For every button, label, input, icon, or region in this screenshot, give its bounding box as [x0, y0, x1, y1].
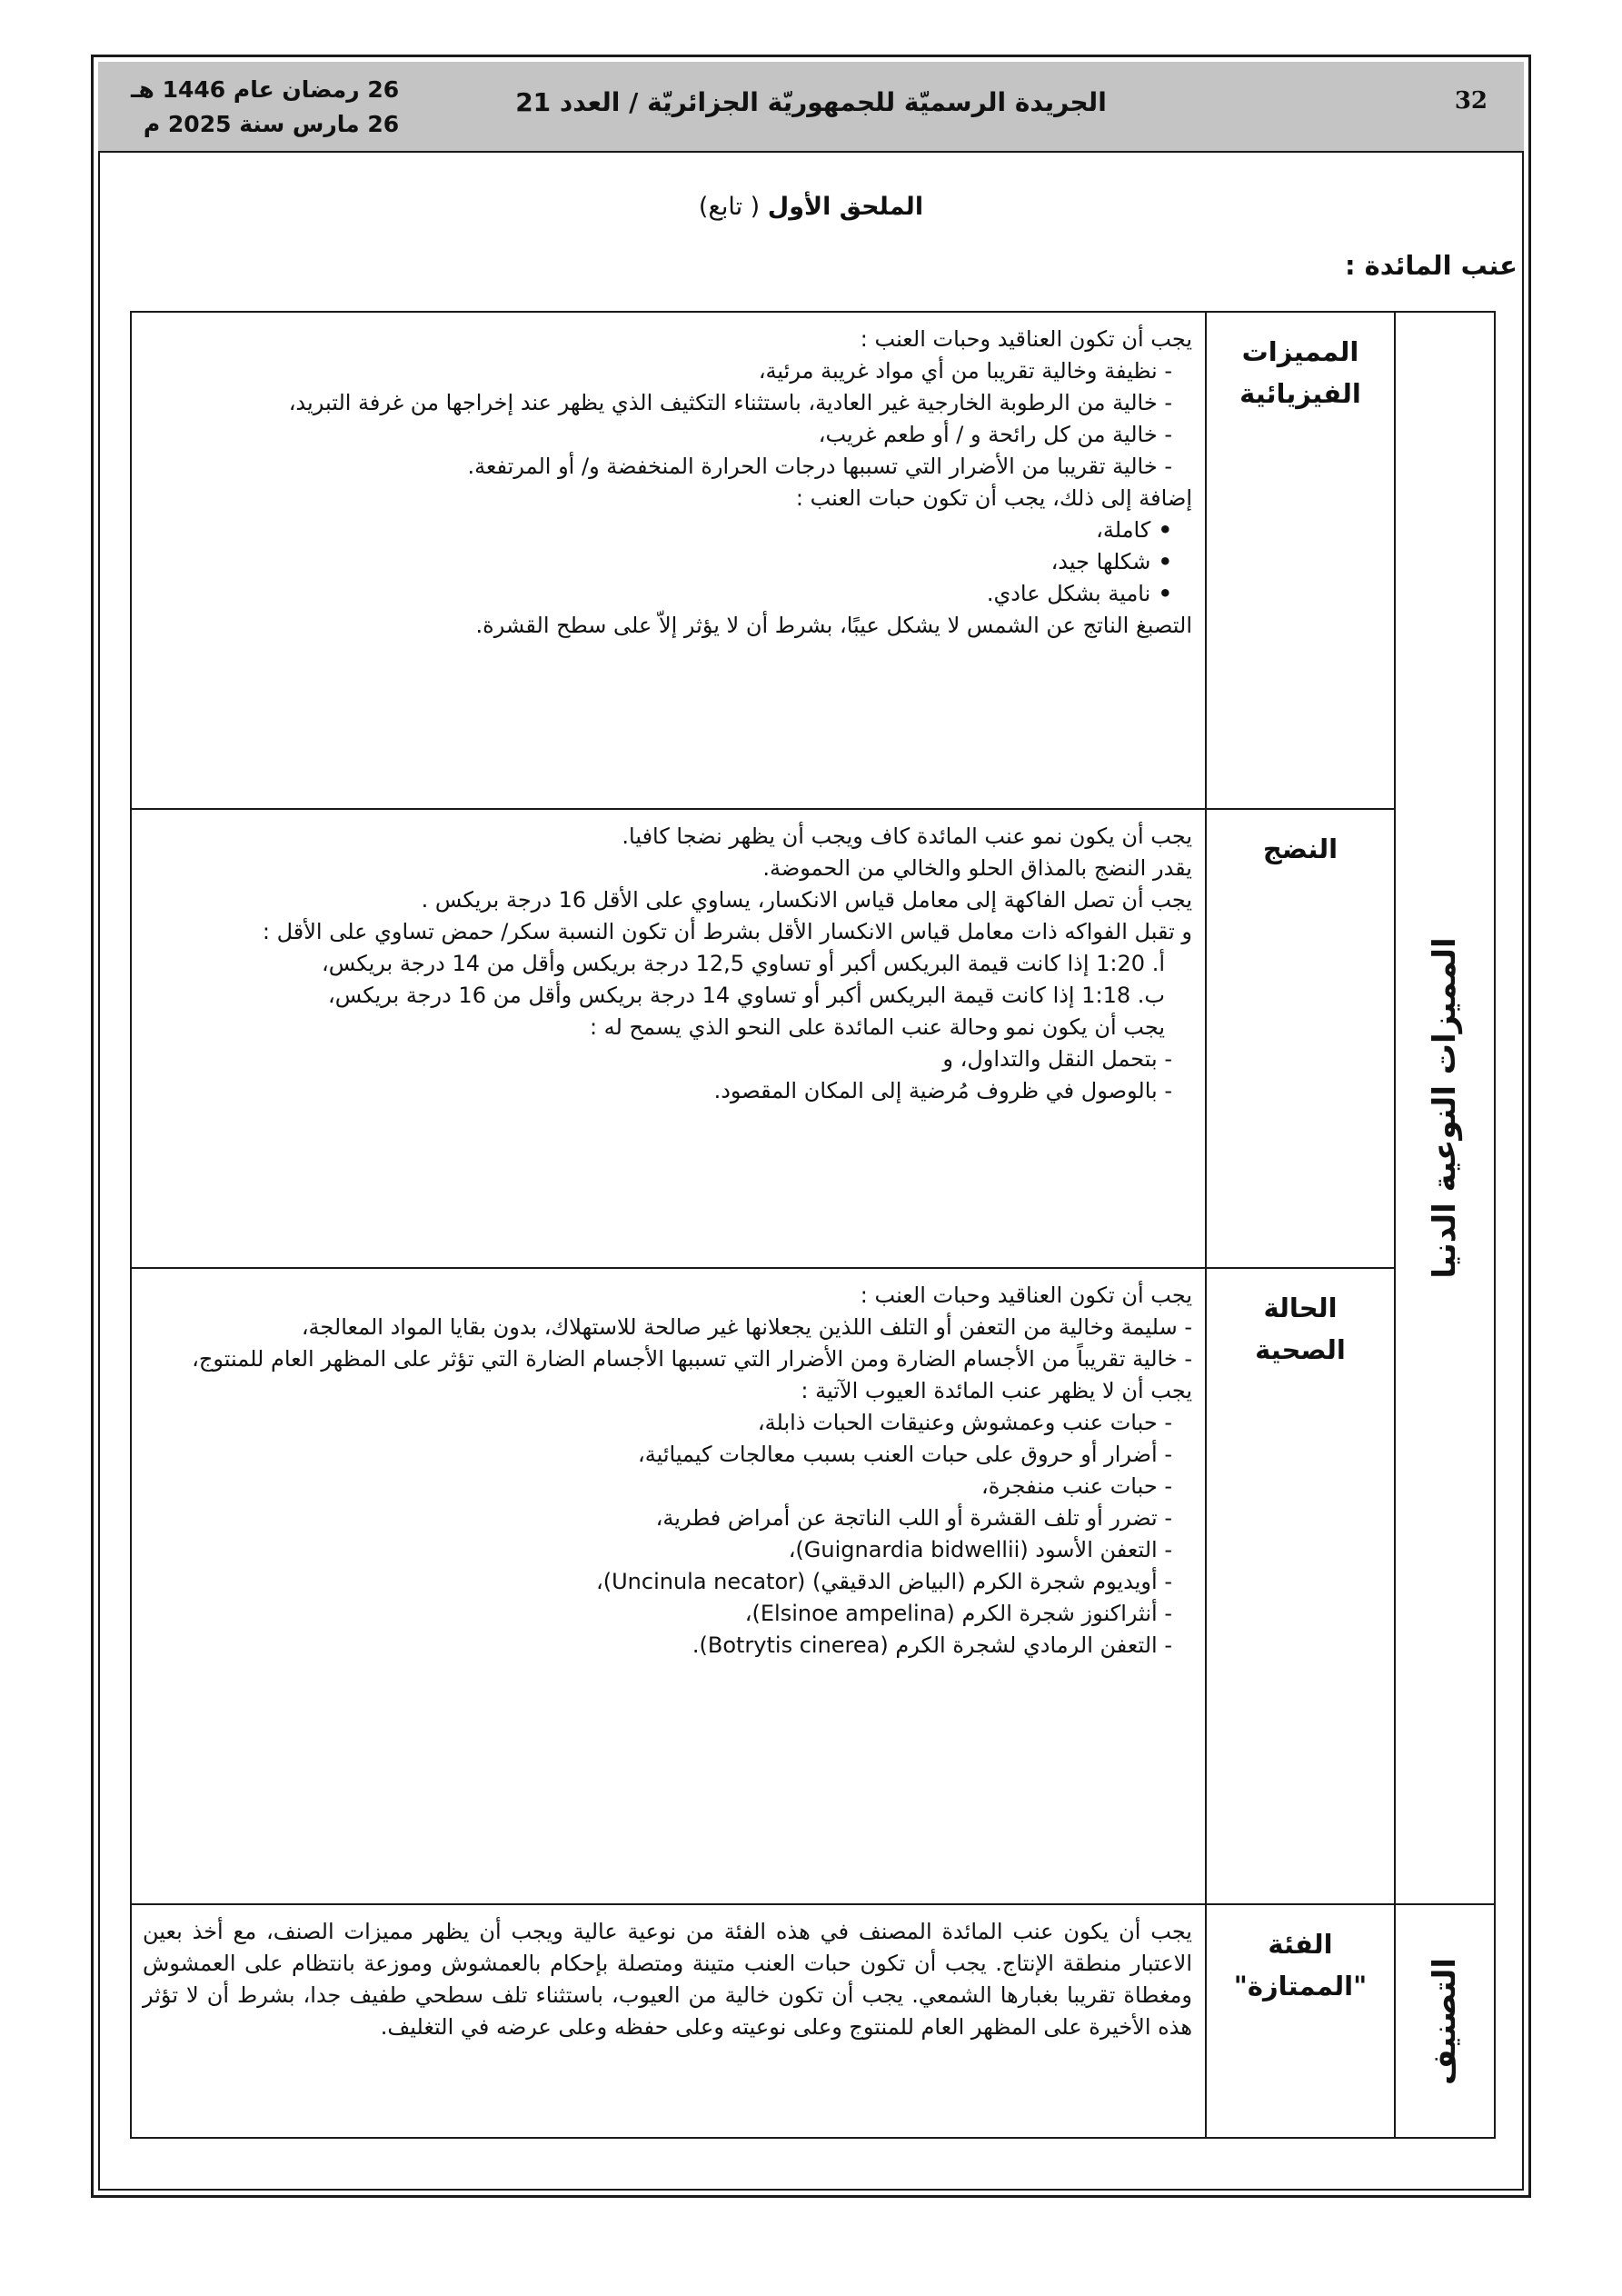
text-line: التصبغ الناتج عن الشمس لا يشكل عيبًا، بشرط أن لا يؤثر إلاّ على سطح القشرة.	[475, 613, 1192, 638]
table-row-ripeness	[131, 809, 1495, 1268]
list-item: - بالوصول في ظروف مُرضية إلى المكان المقصود.	[143, 1075, 1192, 1107]
annex-heading	[0, 193, 1622, 221]
list-item: - خالية من الرطوبة الخارجية غير العادية، باستثناء التكثيف الذي يظهر عند إخراجها من غرفة التبريد،	[143, 387, 1192, 419]
text-line: يجب أن يكون نمو عنب المائدة كاف ويجب أن يظهر نضجا كافيا.	[622, 824, 1192, 849]
text-line: يجب أن لا يظهر عنب المائدة العيوب الآتية :	[801, 1378, 1192, 1403]
list-item: - أضرار أو حروق على حبات العنب بسبب معالجات كيميائية،	[143, 1439, 1192, 1471]
list-item: - سليمة وخالية من التعفن أو التلف اللذين يجعلانها غير صالحة للاستهلاك، بدون بقايا المواد المعالجة،	[301, 1314, 1192, 1340]
bullet-item: • كاملة،	[143, 514, 1192, 546]
list-item: - تضرر أو تلف القشرة أو اللب الناتجة عن أمراض فطرية،	[143, 1502, 1192, 1534]
text-line: يجب أن تصل الفاكهة إلى معامل قياس الانكسار، يساوي على الأقل 16 درجة بريكس .	[421, 887, 1192, 913]
page-header	[98, 62, 1524, 153]
list-item: - التعفن الأسود (Guignardia bidwellii)،	[143, 1534, 1192, 1566]
bullet-item: • شكلها جيد،	[143, 546, 1192, 578]
row-label-line: الفئة	[1268, 1929, 1333, 1960]
bullet-item: • نامية بشكل عادي.	[143, 578, 1192, 610]
annex-subtitle: ( تابع)	[698, 193, 761, 221]
text-line: يجب أن يكون نمو وحالة عنب المائدة على النحو الذي يسمح له :	[589, 1014, 1165, 1040]
list-item: - خالية من كل رائحة و / أو طعم غريب،	[143, 419, 1192, 451]
row-label-physical	[1206, 312, 1395, 809]
row-content-extra	[131, 1904, 1206, 2138]
list-item: - التعفن الرمادي لشجرة الكرم (Botrytis cinerea).	[143, 1630, 1192, 1662]
row-label-line: الفيزيائية	[1239, 378, 1361, 409]
text-line: و تقبل الفواكه ذات معامل قياس الانكسار الأقل بشرط أن تكون النسبة سكر/ حمض تساوي على الأقل :	[262, 919, 1192, 944]
row-label-health	[1206, 1268, 1395, 1904]
row-content-physical	[131, 312, 1206, 809]
text-line: يقدر النضج بالمذاق الحلو والخالي من الحموضة.	[762, 855, 1192, 881]
group-min-quality-label: المميزات النوعية الدنيا	[1427, 937, 1463, 1279]
date-gregorian: 26 مارس سنة 2025 م	[143, 111, 400, 137]
section-title: عنب المائدة :	[1344, 250, 1518, 281]
row-label-extra	[1206, 1904, 1395, 2138]
row-label-ripeness	[1206, 809, 1395, 1268]
list-item: - خالية تقريباً من الأجسام الضارة ومن الأضرار التي تسببها الأجسام الضارة التي تؤثر على المظهر العام للمنتوج،	[192, 1346, 1192, 1372]
table-row-extra-class	[131, 1904, 1495, 2138]
row-label-line: الصحية	[1255, 1334, 1346, 1365]
row-content-ripeness	[131, 809, 1206, 1268]
date-hijri: 26 رمضان عام 1446 هـ	[131, 76, 400, 103]
text-paragraph: يجب أن يكون عنب المائدة المصنف في هذه الفئة من نوعية عالية ويجب أن يظهر مميزات الصنف، مع أخذ بعين الاعتبار منطقة الإنتاج. يجب أن تكون حبات العنب متينة ومتصلة بإحكام بالعمشوش وموزعة بانتظام على العمشوش ومغطاة تقريبا بغبارها الشمعي. يجب أن تكون خالية من العيوب، باستثناء تلف سطحي طفيف جدا، بشرط أن لا تؤثر هذه الأخيرة على المظهر العام للمنتوج وعلى نوعيته وعلى حفظه وعلى عرضه في التغليف.	[143, 1919, 1192, 2040]
list-item: - خالية تقريبا من الأضرار التي تسببها درجات الحرارة المنخفضة و/ أو المرتفعة.	[143, 451, 1192, 483]
list-item: - أويديوم شجرة الكرم (البياض الدقيقي) (Uncinula necator)،	[143, 1566, 1192, 1598]
list-item: - نظيفة وخالية تقريبا من أي مواد غريبة مرئية،	[143, 355, 1192, 387]
issue-dates	[131, 73, 399, 142]
text-line: يجب أن تكون العناقيد وحبات العنب :	[860, 1283, 1192, 1308]
table-row-physical	[131, 312, 1495, 809]
specification-table	[130, 311, 1496, 2139]
list-item: ب. 1:18 إذا كانت قيمة البريكس أكبر أو تساوي 14 درجة بريكس وأقل من 16 درجة بريكس،	[327, 983, 1165, 1008]
annex-title: الملحق الأول	[767, 193, 924, 221]
row-label-line: النضج	[1262, 834, 1338, 864]
list-item: - بتحمل النقل والتداول، و	[143, 1043, 1192, 1075]
text-line: إضافة إلى ذلك، يجب أن تكون حبات العنب :	[795, 485, 1192, 511]
group-classification	[1395, 1904, 1495, 2138]
journal-title: الجريدة الرسميّة للجمهوريّة الجزائريّة / العدد 21	[515, 87, 1107, 117]
list-item: - أنثراكنوز شجرة الكرم (Elsinoe ampelina)،	[143, 1598, 1192, 1630]
group-classification-label: التصنيف	[1427, 1957, 1463, 2085]
page-number: 32	[1454, 87, 1488, 115]
text-line: يجب أن تكون العناقيد وحبات العنب :	[860, 326, 1192, 352]
list-item: - حبات عنب وعمشوش وعنيقات الحبات ذابلة،	[143, 1407, 1192, 1439]
list-item: أ. 1:20 إذا كانت قيمة البريكس أكبر أو تساوي 12,5 درجة بريكس وأقل من 14 درجة بريكس،	[322, 951, 1165, 976]
group-min-quality	[1395, 312, 1495, 1904]
list-item: - حبات عنب منفجرة،	[143, 1471, 1192, 1502]
table-row-health	[131, 1268, 1495, 1904]
row-label-line: المميزات	[1241, 336, 1359, 367]
row-label-line: الحالة	[1263, 1293, 1338, 1323]
row-content-health	[131, 1268, 1206, 1904]
row-label-line: "الممتازة"	[1233, 1971, 1368, 2002]
